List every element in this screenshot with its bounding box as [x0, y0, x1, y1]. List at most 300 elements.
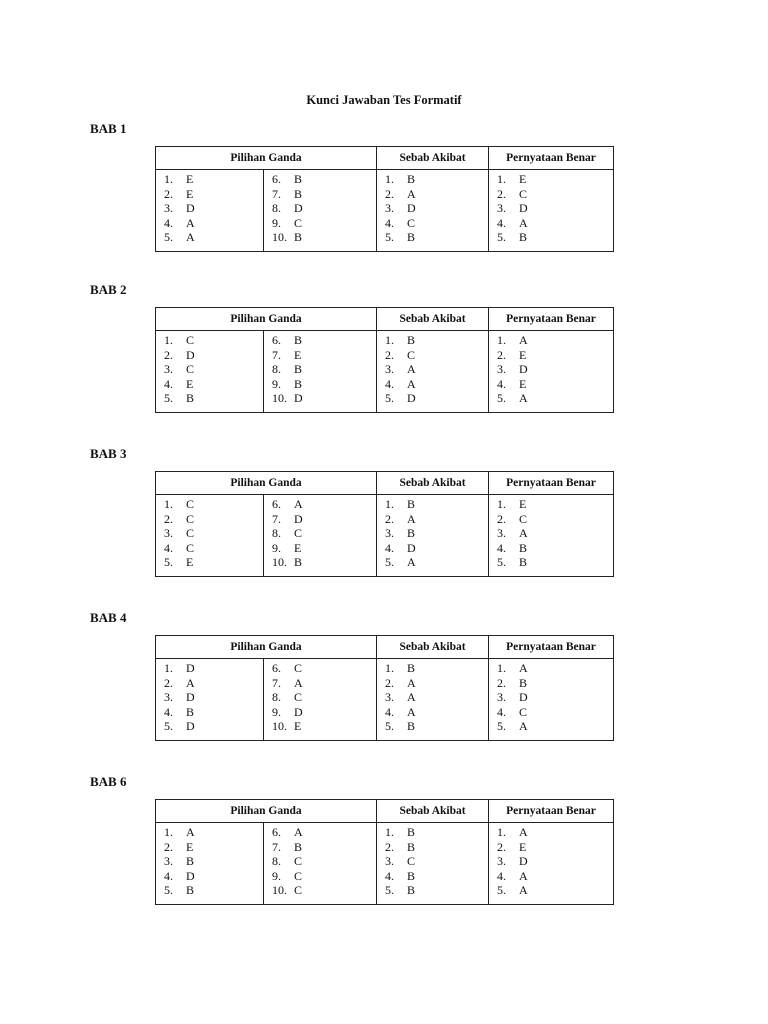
answer-letter: D — [294, 511, 303, 526]
answer-letter: A — [186, 215, 195, 230]
answer-item — [272, 883, 376, 898]
bab-label: BAB 4 — [90, 610, 127, 625]
sebab-akibat-header: Sebab Akibat — [377, 800, 489, 823]
answer-item — [385, 825, 488, 840]
answer-key-table — [155, 471, 614, 577]
answer-letter: D — [519, 854, 528, 868]
answer-letter: A — [407, 555, 416, 569]
answer-number: 5. — [385, 230, 395, 244]
answer-letter: D — [407, 391, 416, 405]
pilihan-ganda-header: Pilihan Ganda — [156, 636, 377, 659]
answer-letter: E — [186, 172, 194, 186]
answer-letter: C — [294, 854, 303, 868]
answer-item — [385, 690, 488, 705]
answer-item — [272, 869, 376, 884]
answer-letter: B — [407, 497, 416, 511]
answer-item — [164, 676, 263, 691]
answer-letter: C — [407, 854, 416, 868]
answer-letter: C — [186, 362, 195, 376]
answer-item — [272, 230, 376, 245]
answer-key-table — [155, 146, 614, 252]
answers-cell-pg2 — [264, 495, 377, 577]
answer-number: 3. — [497, 690, 507, 704]
pernyataan-benar-header: Pernyataan Benar — [489, 147, 614, 170]
answer-number: 8. — [272, 362, 281, 376]
answer-item — [497, 661, 613, 676]
answer-number: 9. — [272, 704, 281, 719]
answer-letter: A — [294, 497, 303, 511]
answers-cell-sa — [377, 170, 489, 252]
answer-number: 2. — [385, 511, 395, 526]
answer-letter: E — [294, 347, 302, 362]
answer-number: 2. — [164, 347, 173, 362]
answer-letter: A — [519, 333, 528, 347]
answer-item — [272, 719, 376, 734]
answer-letter: D — [186, 661, 195, 675]
answer-letter: E — [519, 347, 527, 362]
answer-letter: E — [519, 839, 527, 854]
answer-letter: C — [519, 704, 528, 719]
answer-letter: A — [407, 675, 416, 690]
answer-number: 5. — [497, 391, 507, 405]
answer-item — [272, 555, 376, 570]
answer-letter: A — [407, 511, 416, 526]
answer-number: 3. — [497, 854, 507, 868]
answer-number: 7. — [272, 186, 281, 201]
answer-item — [497, 362, 613, 377]
answer-item — [385, 230, 488, 245]
answer-letter: C — [294, 690, 303, 704]
answer-item — [272, 661, 376, 676]
pilihan-ganda-header: Pilihan Ganda — [156, 147, 377, 170]
answers-cell-pb — [489, 170, 614, 252]
answer-number: 4. — [497, 540, 507, 555]
answer-item — [164, 497, 263, 512]
answers-row — [156, 823, 614, 905]
pernyataan-benar-header: Pernyataan Benar — [489, 472, 614, 495]
answer-number: 7. — [272, 347, 281, 362]
answer-number: 2. — [164, 839, 173, 854]
answer-number: 3. — [385, 854, 395, 868]
answer-number: 2. — [497, 839, 507, 854]
answers-cell-sa — [377, 823, 489, 905]
answer-number: 4. — [385, 215, 395, 230]
answers-cell-pg1 — [156, 495, 264, 577]
answer-letter: A — [294, 825, 303, 839]
answer-letter: E — [294, 540, 302, 555]
answers-cell-sa — [377, 659, 489, 741]
answer-number: 10. — [272, 719, 287, 733]
answer-number: 10. — [272, 883, 287, 897]
answer-item — [385, 201, 488, 216]
answer-number: 1. — [497, 497, 507, 511]
answer-number: 3. — [164, 854, 173, 868]
answer-number: 4. — [385, 868, 395, 883]
answer-number: 3. — [385, 362, 395, 376]
answer-item — [164, 825, 263, 840]
answer-number: 2. — [385, 675, 395, 690]
pilihan-ganda-header: Pilihan Ganda — [156, 472, 377, 495]
sebab-akibat-header: Sebab Akibat — [377, 636, 489, 659]
answer-number: 2. — [497, 186, 507, 201]
answer-item — [164, 216, 263, 231]
answer-item — [164, 391, 263, 406]
answer-number: 8. — [272, 690, 281, 704]
answer-item — [272, 512, 376, 527]
answer-letter: B — [519, 230, 528, 244]
answer-letter: B — [407, 333, 416, 347]
answer-item — [164, 230, 263, 245]
answer-item — [164, 377, 263, 392]
answer-letter: A — [519, 868, 528, 883]
answer-letter: E — [519, 497, 527, 511]
answer-item — [497, 333, 613, 348]
answer-number: 1. — [385, 172, 395, 186]
answer-number: 5. — [497, 719, 507, 733]
answer-item — [164, 883, 263, 898]
answer-item — [385, 377, 488, 392]
answer-number: 5. — [164, 230, 173, 244]
answer-letter: B — [407, 172, 416, 186]
document-title: Kunci Jawaban Tes Formatif — [306, 93, 462, 107]
answer-item — [272, 187, 376, 202]
answers-cell-pg1 — [156, 170, 264, 252]
answer-number: 4. — [385, 540, 395, 555]
answer-number: 4. — [497, 376, 507, 391]
answer-item — [272, 333, 376, 348]
answer-letter: C — [186, 497, 195, 511]
answer-item — [272, 690, 376, 705]
answer-number: 1. — [497, 661, 507, 675]
answer-item — [272, 497, 376, 512]
answer-item — [164, 348, 263, 363]
answer-number: 6. — [272, 661, 281, 675]
answers-cell-pg2 — [264, 331, 377, 413]
answer-letter: C — [294, 868, 303, 883]
answer-letter: B — [519, 675, 528, 690]
answer-letter: B — [407, 661, 416, 675]
answer-item — [164, 541, 263, 556]
answer-item — [272, 854, 376, 869]
answer-item — [385, 719, 488, 734]
pernyataan-benar-header: Pernyataan Benar — [489, 308, 614, 331]
answer-letter: A — [407, 376, 416, 391]
answer-number: 1. — [164, 497, 173, 511]
answer-letter: C — [186, 540, 195, 555]
answers-cell-pg1 — [156, 823, 264, 905]
answer-item — [497, 201, 613, 216]
answers-cell-sa — [377, 331, 489, 413]
answer-letter: D — [407, 201, 416, 215]
answer-letter: C — [294, 215, 303, 230]
answer-number: 3. — [385, 526, 395, 540]
answer-number: 8. — [272, 854, 281, 868]
answer-item — [385, 854, 488, 869]
answer-letter: C — [294, 661, 303, 675]
answer-letter: A — [186, 230, 195, 244]
answer-letter: B — [294, 230, 303, 244]
answer-number: 6. — [272, 333, 281, 347]
answer-item — [497, 377, 613, 392]
answer-number: 3. — [385, 201, 395, 215]
answer-letter: C — [519, 186, 528, 201]
answer-item — [164, 362, 263, 377]
answer-item — [497, 840, 613, 855]
answer-item — [497, 216, 613, 231]
answer-item — [272, 391, 376, 406]
answer-letter: B — [407, 719, 416, 733]
answer-letter: B — [294, 362, 303, 376]
answer-letter: D — [519, 201, 528, 215]
answer-letter: B — [407, 868, 416, 883]
answer-letter: C — [186, 526, 195, 540]
pilihan-ganda-header: Pilihan Ganda — [156, 800, 377, 823]
answer-number: 4. — [164, 215, 173, 230]
answer-letter: A — [294, 675, 303, 690]
table-header-row — [156, 472, 614, 495]
answer-item — [497, 719, 613, 734]
answer-number: 2. — [497, 347, 507, 362]
answer-letter: C — [519, 511, 528, 526]
answer-number: 7. — [272, 675, 281, 690]
answer-letter: B — [294, 186, 303, 201]
answer-item — [385, 187, 488, 202]
answer-letter: B — [186, 391, 195, 405]
answer-number: 1. — [164, 172, 173, 186]
answer-number: 8. — [272, 526, 281, 540]
answer-item — [497, 172, 613, 187]
answers-cell-pb — [489, 495, 614, 577]
answer-number: 4. — [497, 215, 507, 230]
answer-number: 6. — [272, 825, 281, 839]
answers-cell-pg2 — [264, 170, 377, 252]
answers-row — [156, 495, 614, 577]
answer-letter: E — [186, 376, 194, 391]
answer-letter: A — [519, 661, 528, 675]
answer-number: 9. — [272, 868, 281, 883]
answer-item — [164, 840, 263, 855]
answer-number: 3. — [164, 362, 173, 376]
answer-number: 2. — [385, 186, 395, 201]
pilihan-ganda-header: Pilihan Ganda — [156, 308, 377, 331]
answer-number: 10. — [272, 555, 287, 569]
table-header-row — [156, 800, 614, 823]
answer-number: 2. — [164, 186, 173, 201]
answer-number: 5. — [385, 719, 395, 733]
answer-letter: A — [407, 690, 416, 704]
answer-letter: D — [294, 704, 303, 719]
answer-item — [497, 883, 613, 898]
answer-number: 9. — [272, 376, 281, 391]
pernyataan-benar-header: Pernyataan Benar — [489, 636, 614, 659]
answer-letter: E — [519, 376, 527, 391]
answer-letter: E — [519, 172, 527, 186]
answer-letter: D — [186, 719, 195, 733]
answer-letter: A — [519, 391, 528, 405]
answer-letter: A — [519, 719, 528, 733]
answer-number: 2. — [164, 675, 173, 690]
answer-item — [497, 555, 613, 570]
answer-letter: A — [519, 215, 528, 230]
answer-number: 2. — [385, 839, 395, 854]
answer-number: 7. — [272, 511, 281, 526]
answer-letter: C — [186, 333, 195, 347]
answer-item — [272, 172, 376, 187]
answer-number: 4. — [497, 704, 507, 719]
answer-item — [497, 391, 613, 406]
answer-letter: D — [294, 201, 303, 215]
answer-letter: D — [294, 391, 303, 405]
answer-letter: A — [407, 704, 416, 719]
answer-letter: B — [294, 333, 303, 347]
answers-row — [156, 331, 614, 413]
answer-item — [164, 854, 263, 869]
answer-key-table — [155, 635, 614, 741]
answer-number: 5. — [385, 391, 395, 405]
answer-number: 5. — [497, 230, 507, 244]
answer-item — [385, 333, 488, 348]
answer-number: 10. — [272, 391, 287, 405]
answer-number: 9. — [272, 540, 281, 555]
answer-letter: D — [186, 347, 195, 362]
answer-item — [272, 840, 376, 855]
answer-key-table — [155, 307, 614, 413]
answer-letter: B — [186, 854, 195, 868]
answer-number: 2. — [164, 511, 173, 526]
answer-number: 2. — [385, 347, 395, 362]
answer-item — [164, 526, 263, 541]
sebab-akibat-header: Sebab Akibat — [377, 147, 489, 170]
answer-item — [164, 690, 263, 705]
answer-letter: D — [407, 540, 416, 555]
answer-letter: B — [407, 230, 416, 244]
answer-number: 5. — [497, 555, 507, 569]
answer-item — [385, 348, 488, 363]
answer-item — [385, 705, 488, 720]
answer-letter: B — [294, 172, 303, 186]
answer-item — [497, 825, 613, 840]
answer-item — [497, 869, 613, 884]
answer-number: 1. — [385, 497, 395, 511]
answer-item — [164, 555, 263, 570]
answer-letter: D — [186, 690, 195, 704]
answer-item — [385, 172, 488, 187]
answer-letter: B — [294, 555, 303, 569]
answer-letter: B — [519, 555, 528, 569]
answer-number: 2. — [497, 675, 507, 690]
answer-item — [497, 526, 613, 541]
answer-number: 3. — [164, 690, 173, 704]
table-header-row — [156, 636, 614, 659]
answer-item — [385, 216, 488, 231]
answer-item — [385, 840, 488, 855]
answer-number: 4. — [385, 376, 395, 391]
answer-number: 7. — [272, 839, 281, 854]
answers-cell-pg2 — [264, 659, 377, 741]
answer-number: 10. — [272, 230, 287, 244]
answer-item — [272, 676, 376, 691]
table-header-row — [156, 308, 614, 331]
bab-label: BAB 2 — [90, 282, 127, 297]
answer-number: 4. — [385, 704, 395, 719]
answer-item — [272, 526, 376, 541]
answer-number: 1. — [497, 172, 507, 186]
answer-item — [164, 172, 263, 187]
answer-number: 5. — [385, 555, 395, 569]
answers-cell-pg1 — [156, 331, 264, 413]
answer-item — [385, 512, 488, 527]
answer-item — [385, 541, 488, 556]
answers-cell-pb — [489, 659, 614, 741]
answers-cell-pb — [489, 331, 614, 413]
answers-row — [156, 659, 614, 741]
answer-item — [497, 497, 613, 512]
answer-number: 6. — [272, 172, 281, 186]
answer-letter: D — [519, 362, 528, 376]
answer-letter: A — [407, 186, 416, 201]
answer-item — [497, 854, 613, 869]
answer-number: 3. — [164, 526, 173, 540]
answer-item — [272, 362, 376, 377]
sebab-akibat-header: Sebab Akibat — [377, 308, 489, 331]
answer-item — [385, 676, 488, 691]
answer-number: 1. — [385, 333, 395, 347]
answer-item — [497, 512, 613, 527]
answer-item — [497, 187, 613, 202]
answer-number: 8. — [272, 201, 281, 215]
answer-number: 5. — [497, 883, 507, 897]
answer-letter: C — [407, 347, 416, 362]
answer-item — [385, 391, 488, 406]
answer-item — [272, 825, 376, 840]
answer-letter: A — [519, 526, 528, 540]
answer-number: 3. — [497, 526, 507, 540]
answer-letter: A — [519, 883, 528, 897]
answer-number: 1. — [164, 825, 173, 839]
answer-item — [272, 705, 376, 720]
answer-key-table — [155, 799, 614, 905]
answer-number: 3. — [385, 690, 395, 704]
answer-item — [497, 541, 613, 556]
answer-letter: A — [407, 362, 416, 376]
answer-item — [497, 690, 613, 705]
answer-letter: C — [294, 526, 303, 540]
answers-cell-pg2 — [264, 823, 377, 905]
answer-item — [385, 883, 488, 898]
answer-number: 5. — [385, 883, 395, 897]
answer-item — [164, 661, 263, 676]
answer-number: 4. — [164, 704, 173, 719]
answer-item — [164, 187, 263, 202]
answer-item — [272, 201, 376, 216]
answer-letter: B — [294, 839, 303, 854]
answer-letter: A — [186, 675, 195, 690]
answer-number: 5. — [164, 391, 173, 405]
answer-number: 5. — [164, 883, 173, 897]
answer-item — [385, 497, 488, 512]
answer-number: 2. — [497, 511, 507, 526]
answer-number: 9. — [272, 215, 281, 230]
answer-item — [497, 348, 613, 363]
answer-letter: E — [186, 555, 194, 569]
answer-item — [164, 512, 263, 527]
answer-letter: C — [407, 215, 416, 230]
answer-number: 5. — [164, 719, 173, 733]
answer-letter: B — [294, 376, 303, 391]
answer-item — [272, 348, 376, 363]
answer-letter: E — [186, 839, 194, 854]
answers-cell-pg1 — [156, 659, 264, 741]
